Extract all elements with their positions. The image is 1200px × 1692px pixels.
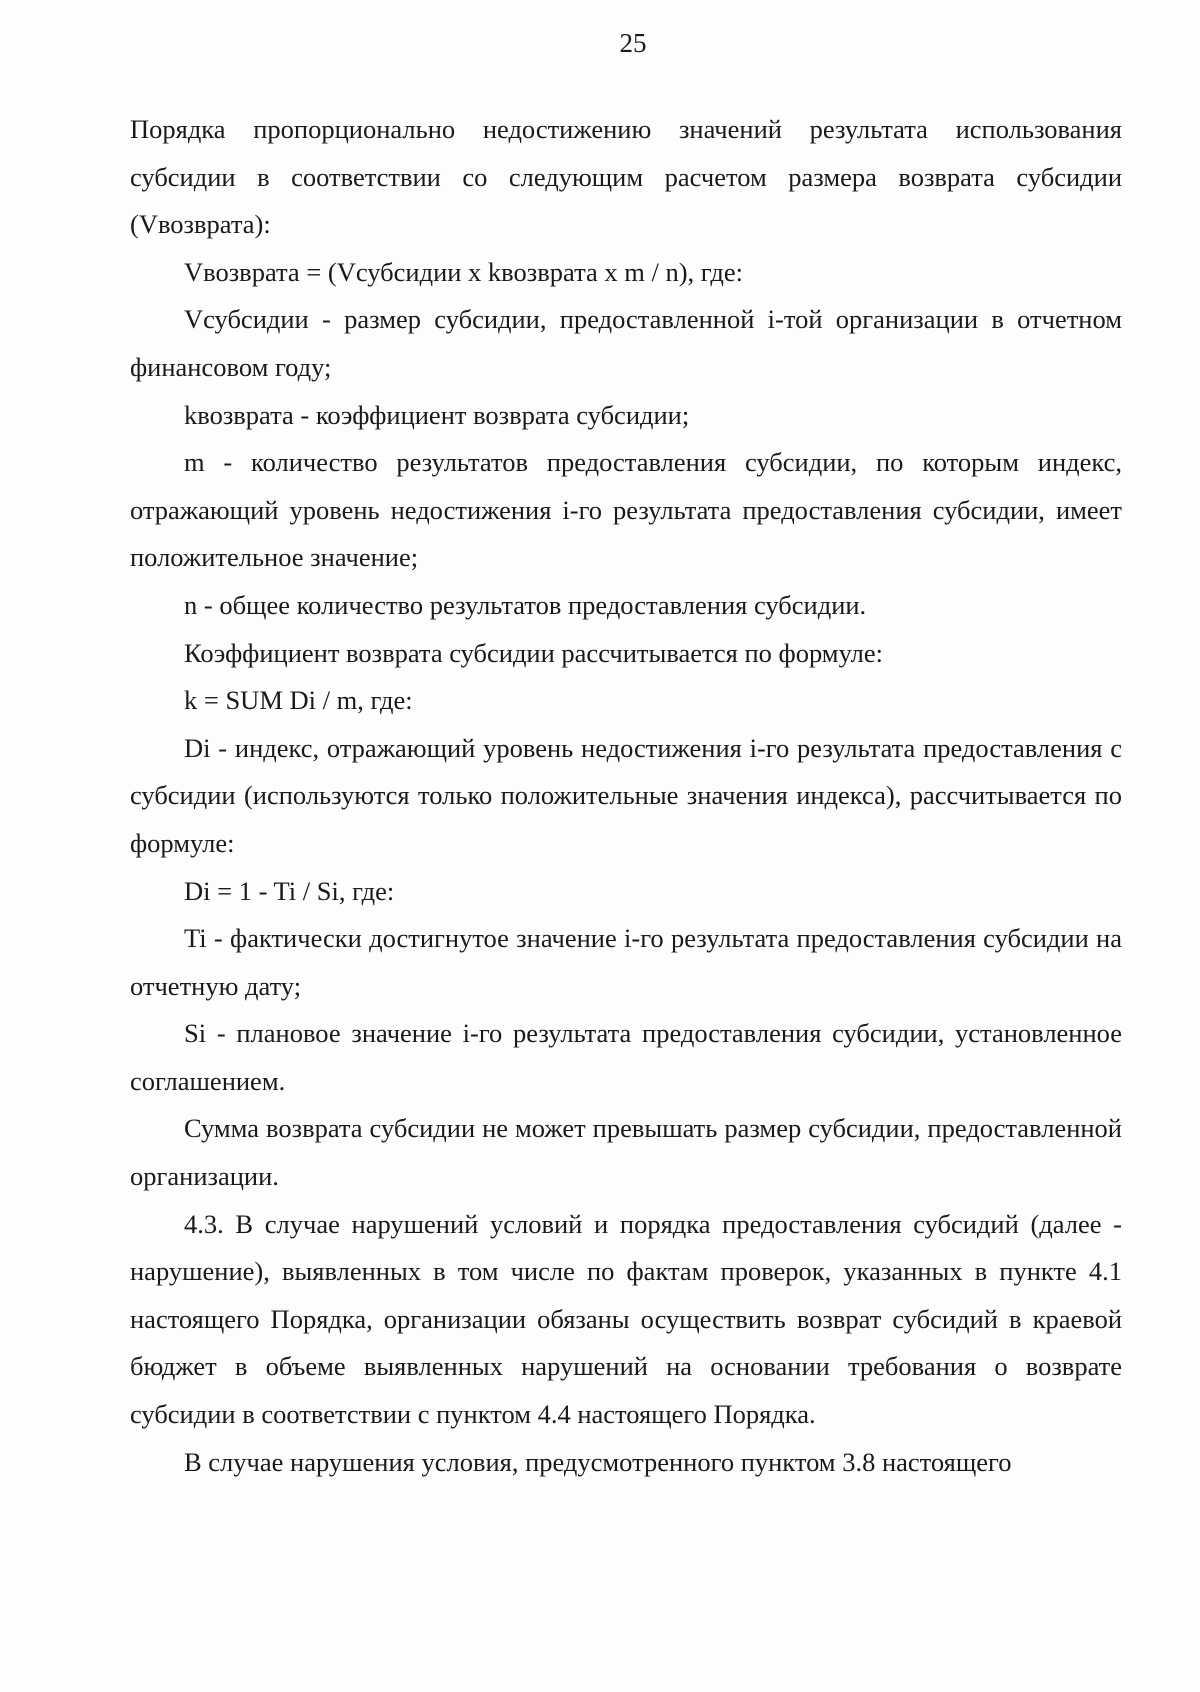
definition-k-return: kвозврата - коэффициент возврата субсидии; [184,399,690,430]
definition-n: n - общее количество результатов предоставления субсидии. [184,589,867,620]
definition-di: Di - индекс, отражающий уровень недостижения i-го результата предоставления с субсидии (используются только положительные значения индекса), рассчитывается по формуле: [130,732,1122,858]
definition-si: Si - плановое значение i-го результата предоставления субсидии, установленное соглашением. [130,1018,1122,1096]
paragraph-4-3: 4.3. В случае нарушений условий и порядка предоставления субсидий (далее - нарушение), выявленных в том числе по фактам проверок, указанных в пункте 4.1 настоящего Порядка, организации обязаны осуществить возврат субсидий в краевой бюджет в объеме выявленных нарушений на основании требования о возврате субсидии в соответствии с пунктом 4.4 настоящего Порядка. [130,1208,1122,1430]
page-number: 25 [619,28,647,58]
formula-k: k = SUM Di / m, где: [184,685,413,716]
definition-ti: Ti - фактически достигнутое значение i-го результата предоставления субсидии на отчетную дату; [130,923,1122,1001]
paragraph-violation-3-8: В случае нарушения условия, предусмотренного пунктом 3.8 настоящего [184,1446,1012,1477]
paragraph-return-limit: Сумма возврата субсидии не может превышать размер субсидии, предоставленной организации. [130,1113,1122,1192]
definition-v-subsidy: Vсубсидии - размер субсидии, предоставленной i-той организации в отчетном финансовом году; [130,304,1122,382]
document-body [130,106,1122,1486]
paragraph-coefficient-intro: Коэффициент возврата субсидии рассчитывается по формуле: [184,637,884,668]
formula-di: Di = 1 - Ti / Si, где: [184,875,395,906]
formula-return-amount: Vвозврата = (Vсубсидии x kвозврата x m / n), где: [184,256,743,287]
definition-m: m - количество результатов предоставления субсидии, по которым индекс, отражающий уровень недостижения i-го результата предоставления субсидии, имеет положительное значение; [130,447,1122,573]
paragraph-continuation: Порядка пропорционально недостижению значений результата использования субсидии в соответствии со следующим расчетом размера возврата субсидии (Vвозврата): [130,114,1122,240]
